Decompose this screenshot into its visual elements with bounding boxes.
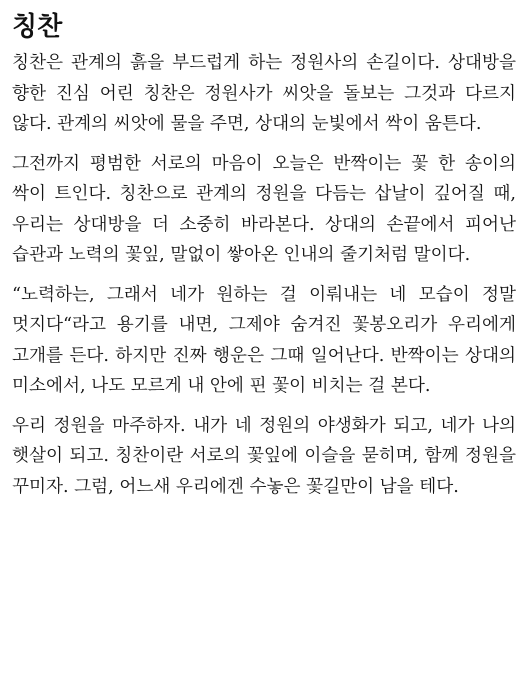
- paragraph-4: 우리 정원을 마주하자. 내가 네 정원의 야생화가 되고, 네가 나의 햇살이 되고. 칭찬이란 서로의 꽃잎에 이슬을 묻히며, 함께 정원을 꾸미자. 그럼, 어느새 우리에겐 수놓은 꽃길만이 남을 테다.: [12, 415, 516, 497]
- paragraph-2: 그전까지 평범한 서로의 마음이 오늘은 반짝이는 꽃 한 송이의 싹이 트인다. 칭찬으로 관계의 정원을 다듬는 삽날이 깊어질 때, 우리는 상대방을 더 소중히 바라본다. 상대의 손끝에서 피어난 습관과 노력의 꽃잎, 말없이 쌓아온 인내의 줄기처럼 말이다.: [12, 153, 516, 265]
- paragraph-1: 칭찬은 관계의 흙을 부드럽게 하는 정원사의 손길이다. 상대방을 향한 진심 어린 칭찬은 정원사가 씨앗을 돌보는 그것과 다르지 않다. 관계의 씨앗에 물을 주면, 상대의 눈빛에서 싹이 움튼다.: [12, 53, 516, 134]
- page-title: 칭찬: [12, 12, 63, 42]
- paragraph-3: “노력하는, 그래서 네가 원하는 걸 이뤄내는 네 모습이 정말 멋지다“라고 용기를 내면, 그제야 숨겨진 꽃봉오리가 우리에게 고개를 든다. 하지만 진짜 행운은 그때 일어난다. 반짝이는 상대의 미소에서, 나도 모르게 내 안에 핀 꽃이 비치는 걸 본다.: [12, 284, 516, 396]
